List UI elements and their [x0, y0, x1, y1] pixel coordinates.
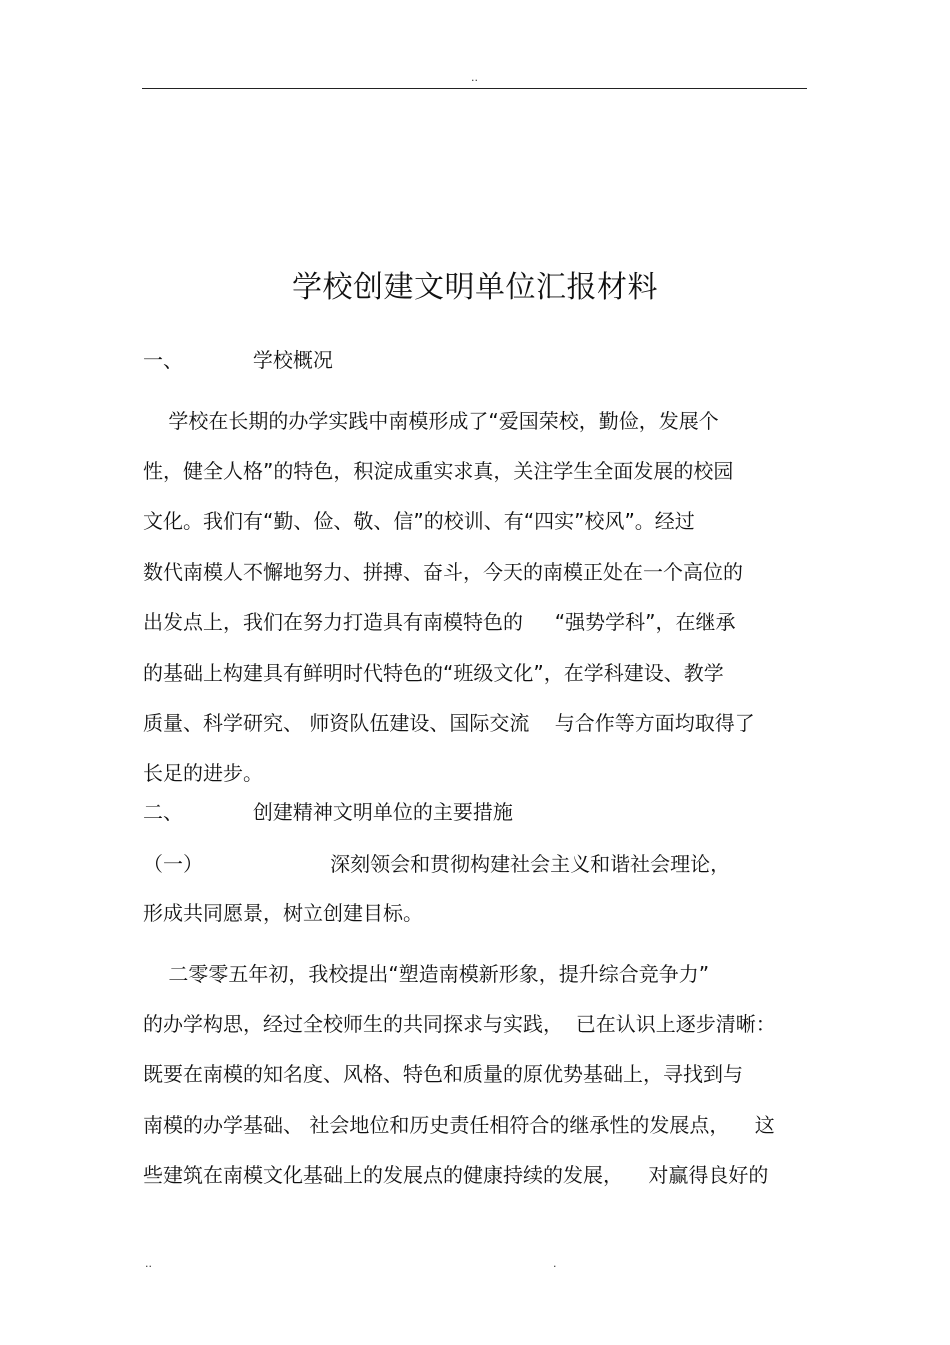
body-line: 的办学构思，经过全校师生的共同探求与实践， 已在认识上逐步清晰： — [143, 1012, 776, 1036]
body-line: 的基础上构建具有鲜明时代特色的“班级文化”，在学科建设、教学 — [143, 661, 724, 685]
body-line: 既要在南模的知名度、风格、特色和质量的原优势基础上，寻找到与 — [143, 1062, 743, 1086]
body-line: 二零零五年初，我校提出“塑造南模新形象，提升综合竞争力” — [143, 962, 710, 986]
header-mark: .. — [471, 71, 478, 84]
body-line: 南模的办学基础、 社会地位和历史责任相符合的继承性的发展点， 这 — [143, 1113, 775, 1137]
body-line: 性，健全人格”的特色，积淀成重实求真，关注学生全面发展的校园 — [143, 459, 734, 483]
section-heading-2: 二、 创建精神文明单位的主要措施 — [143, 800, 513, 824]
body-line: 文化。我们有“勤、俭、敬、信”的校训、有“四实”校风”。经过 — [143, 509, 695, 533]
subsection-heading: （一） 深刻领会和贯彻构建社会主义和谐社会理论， — [143, 852, 731, 876]
body-line: 质量、科学研究、 师资队伍建设、国际交流 与合作等方面均取得了 — [143, 711, 755, 735]
document-title: 学校创建文明单位汇报材料 — [292, 270, 658, 305]
footer-right-mark: . — [553, 1257, 557, 1270]
body-line: 学校在长期的办学实践中南模形成了“爱国荣校，勤俭，发展个 — [143, 409, 719, 433]
body-line: 出发点上，我们在努力打造具有南模特色的 “强势学科”，在继承 — [143, 610, 736, 634]
body-line: 些建筑在南模文化基础上的发展点的健康持续的发展， 对赢得良好的 — [143, 1163, 769, 1187]
footer-left-mark: .. — [145, 1257, 152, 1270]
body-line: 长足的进步。 — [143, 761, 263, 785]
section-heading-1: 一、 学校概况 — [143, 348, 333, 372]
header-rule — [142, 88, 807, 89]
body-line: 形成共同愿景，树立创建目标。 — [143, 901, 423, 925]
body-line: 数代南模人不懈地努力、拼搏、奋斗，今天的南模正处在一个高位的 — [143, 560, 743, 584]
